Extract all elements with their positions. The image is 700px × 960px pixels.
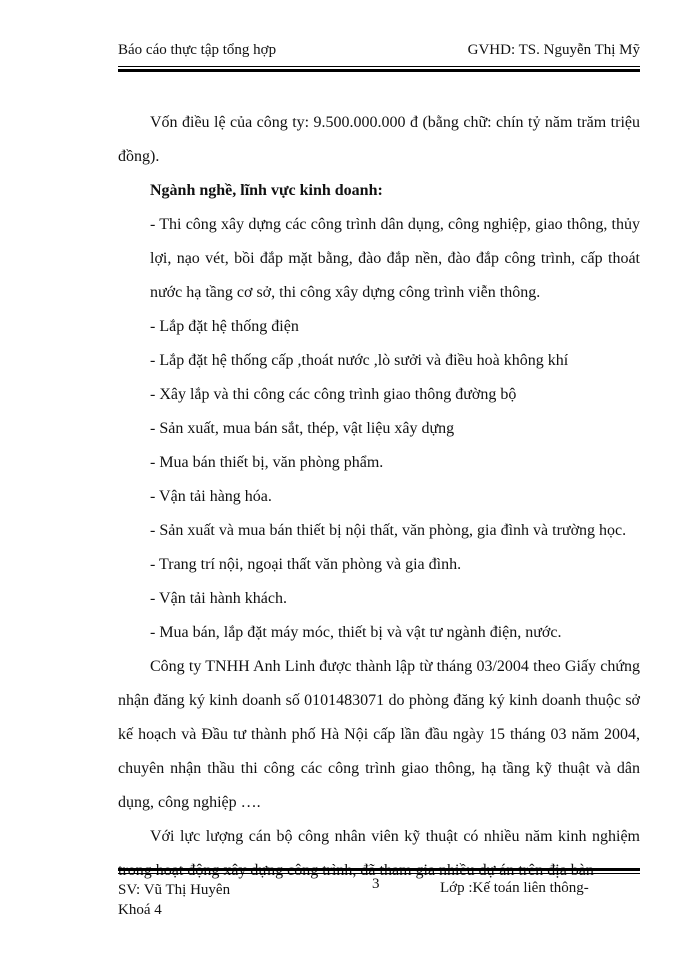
footer-student-name: SV: Vũ Thị Huyên: [118, 882, 231, 898]
list-item: - Xây lắp và thi công các công trình giao thông đường bộ: [150, 386, 517, 403]
footer-rule-thin: [118, 873, 640, 874]
list-item: - Mua bán, lắp đặt máy móc, thiết bị và vật tư ngành điện, nước.: [150, 624, 562, 641]
staff-paragraph: Với lực lượng cán bộ công nhân viên kỹ thuật có nhiều năm kinh nghiệm: [150, 828, 640, 845]
page-body: [118, 106, 640, 888]
footer-class: Lớp :Kế toán liên thông-: [440, 880, 589, 896]
capital-paragraph: Vốn điều lệ của công ty: 9.500.000.000 đ (bằng chữ: chín tỷ năm trăm triệu đồng).: [118, 114, 640, 165]
list-item: - Vận tải hàng hóa.: [150, 488, 272, 505]
list-item: - Lắp đặt hệ thống điện: [150, 318, 299, 335]
header-rule-thin: [118, 66, 640, 67]
list-item: - Vận tải hành khách.: [150, 590, 287, 607]
list-item: - Sản xuất và mua bán thiết bị nội thất, văn phòng, gia đình và trường học.: [150, 522, 627, 539]
list-item: - Lắp đặt hệ thống cấp ,thoát nước ,lò sưởi và điều hoà không khí: [150, 352, 569, 369]
header-rule-thick: [118, 69, 640, 72]
list-item: - Trang trí nội, ngoại thất văn phòng và gia đình.: [150, 556, 462, 573]
header-report-title: Báo cáo thực tập tổng hợp: [118, 42, 277, 58]
footer-rule-thick: [118, 868, 640, 871]
list-item: - Sản xuất, mua bán sắt, thép, vật liệu xây dựng: [150, 420, 455, 437]
footer-student-cohort: Khoá 4: [118, 902, 162, 918]
header-supervisor: GVHD: TS. Nguyễn Thị Mỹ: [467, 42, 640, 58]
page-header: [118, 42, 640, 64]
page-number: 3: [372, 876, 380, 892]
company-paragraph: Công ty TNHH Anh Linh được thành lập từ tháng 03/2004 theo Giấy chứng nhận đăng ký kinh doanh số 0101483071 do phòng đăng ký kinh doanh thuộc sở kế hoạch và Đầu tư thành phố Hà Nội cấp lần đầu ngày 15 tháng 03 năm 2004, chuyên nhận thầu thi công các công trình giao thông, hạ tầng kỹ thuật và dân dụng, công nghiệp ….: [118, 658, 640, 811]
footer-student: [118, 880, 230, 920]
business-heading: Ngành nghề, lĩnh vực kinh doanh:: [150, 182, 383, 199]
list-item: - Thi công xây dựng các công trình dân dụng, công nghiệp, giao thông, thủy lợi, nạo vét, bồi đắp mặt bằng, đào đắp nền, đào đắp công trình, cấp thoát nước hạ tầng cơ sở, thi công xây dựng công trình viễn thông.: [150, 216, 640, 301]
list-item: - Mua bán thiết bị, văn phòng phẩm.: [150, 454, 384, 471]
